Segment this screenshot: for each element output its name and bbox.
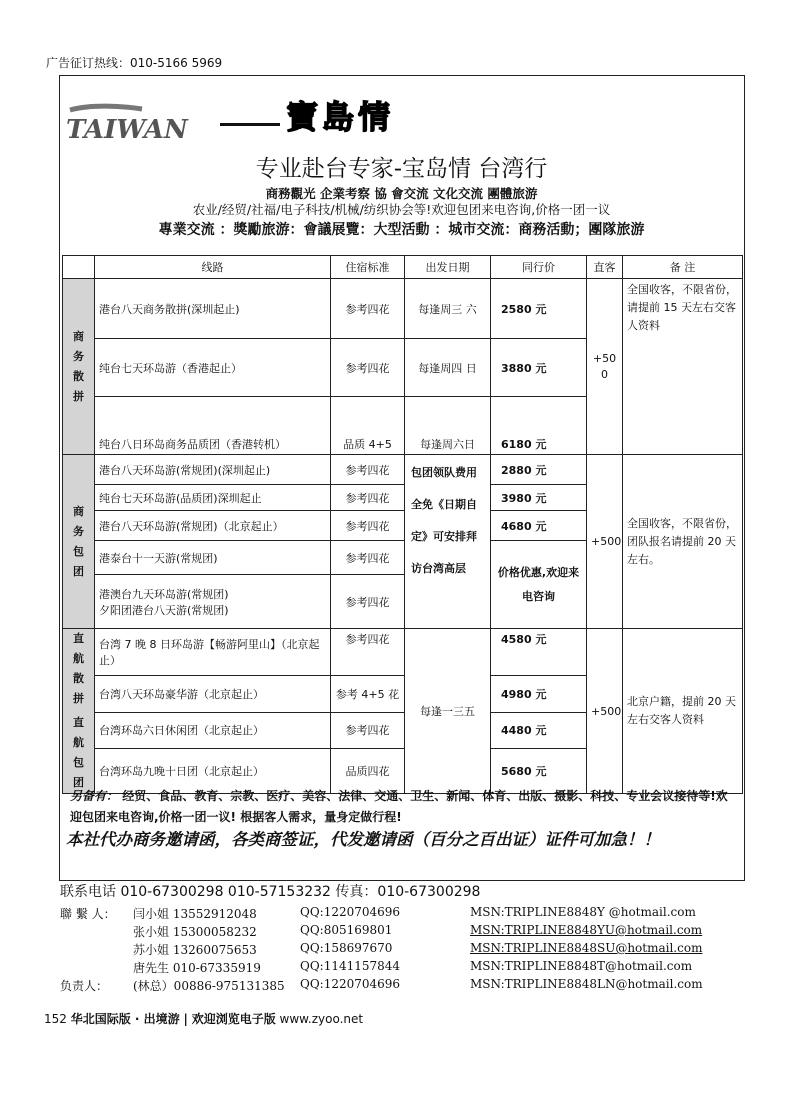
contact-msn: MSN:TRIPLINE8848Y @hotmail.com	[470, 905, 696, 919]
contact-msn: MSN:TRIPLINE8848YU@hotmail.com	[470, 923, 703, 937]
hotel: 参考四花	[331, 339, 405, 397]
route: 纯台八日环岛商务品质团（香港转机）	[95, 397, 331, 455]
contact-msn: MSN:TRIPLINE8848LN@hotmail.com	[470, 977, 703, 991]
direct-markup: +500	[587, 455, 623, 629]
footer-url: www.zyoo.net	[279, 1012, 364, 1026]
table-row	[63, 629, 743, 676]
route: 台湾环岛六日休闲团（北京起止）	[95, 712, 331, 749]
hotel: 参考四花	[331, 575, 405, 629]
route: 港台八天商务散拼(深圳起止)	[95, 279, 331, 339]
header-date: 出发日期	[405, 256, 491, 279]
hotel: 参考四花	[331, 279, 405, 339]
publication-name: 华北国际版 · 出境游	[70, 1012, 180, 1026]
contact-qq: QQ:1220704696	[300, 905, 401, 919]
contact-msn: MSN:TRIPLINE8848T@hotmail.com	[470, 959, 693, 973]
contact-name: 张小姐 15300058232	[133, 925, 257, 939]
category-business-package	[63, 455, 95, 629]
price: 3880 元	[491, 339, 587, 397]
direct-markup-label: +500	[592, 351, 617, 381]
contact-qq: QQ:158697670	[300, 941, 393, 955]
price: 4580 元	[491, 629, 587, 676]
price: 4680 元	[491, 511, 587, 541]
footer-slogan: 欢迎浏览电子版	[191, 1012, 276, 1026]
category-direct-flight	[63, 629, 95, 794]
contact-name: 唐先生 010-67335919	[133, 961, 261, 975]
hotel: 参考四花	[331, 485, 405, 511]
contact-name: (林总）00886-975131385	[133, 979, 285, 993]
price: 4980 元	[491, 675, 587, 712]
category-label: 直航散拼	[73, 632, 84, 705]
route: 纯台七天环岛游（香港起止）	[95, 339, 331, 397]
price: 3980 元	[491, 485, 587, 511]
category-label: 商务散拼	[73, 329, 84, 403]
tour-table	[62, 255, 743, 794]
route: 港台八天环岛游(常规团)(深圳起止)	[95, 455, 331, 485]
header-price: 同行价	[491, 256, 587, 279]
note: 全国收客，不限省份，请提前 15 天左右交客人资料	[623, 279, 743, 455]
extra-label: 另备有：	[70, 789, 119, 803]
subtitle-exchange: 專業交流 ：獎勵旅游：會議展覽：大型活動 ：城市交流：商務活動；團隊旅游	[158, 222, 645, 238]
table-header	[63, 256, 743, 279]
table-row	[63, 455, 743, 485]
table-row	[63, 279, 743, 339]
hotel: 参考四花	[331, 455, 405, 485]
hotel: 品质 4+5	[331, 397, 405, 455]
contact-name: 苏小姐 13260075653	[133, 943, 257, 957]
header-blank	[63, 256, 95, 279]
price: 6180 元	[491, 397, 587, 455]
contact-qq: QQ:1141157844	[300, 959, 401, 973]
extra-text: 经贸、食品、教育、宗教、医疗、美容、法律、交通、卫生、新闻、体育、出版、摄影、科技、专业会议接待等!欢迎包团来电咨询,价格一团一议! 根据客人需求，量身定做行程!	[70, 789, 728, 824]
date: 每逢周四 日	[405, 339, 491, 397]
price: 4480 元	[491, 712, 587, 749]
contact-name: 闫小姐 13552912048	[133, 907, 257, 921]
contact-qq: QQ:805169801	[300, 923, 393, 937]
note: 北京户籍，提前 20 天左右交客人资料	[623, 629, 743, 794]
contact-msn: MSN:TRIPLINE8848SU@hotmail.com	[470, 941, 703, 955]
favor-note: 价格优惠,欢迎来电咨询	[491, 541, 587, 629]
contact-label: 负责人：	[60, 979, 109, 993]
headline: 专业赴台专家-宝岛情 台湾行	[255, 156, 548, 182]
category-label: 商务包团	[73, 504, 84, 578]
page-footer	[44, 1010, 363, 1027]
logo-text: TAIWAN	[66, 115, 188, 144]
package-note: 包团领队费用全免《日期自定》可安排拜访台湾高层	[405, 455, 491, 629]
hotel: 品质四花	[331, 749, 405, 794]
page-number: 152	[44, 1012, 67, 1026]
header-hotel: 住宿标准	[331, 256, 405, 279]
direct-markup: +500	[587, 629, 623, 794]
hotel: 参考四花	[331, 712, 405, 749]
route: 港泰台十一天游(常规团)	[95, 541, 331, 575]
route: 台湾八天环岛豪华游（北京起止）	[95, 675, 331, 712]
hotel: 参考四花	[331, 511, 405, 541]
header-route: 线路	[95, 256, 331, 279]
note: 全国收客，不限省份，团队报名请提前 20 天左右。	[623, 455, 743, 629]
invitation-note: 本社代办商务邀请函，各类商签证，代发邀请函（百分之百出证）证件可加急！！	[66, 830, 660, 849]
subtitle-services: 商務觀光 企業考察 協 會交流 文化交流 團體旅游	[265, 186, 538, 201]
footer-separator: |	[183, 1012, 188, 1026]
brand-title: 寶島情	[286, 98, 395, 136]
header-note: 备 注	[623, 256, 743, 279]
route: 纯台七天环岛游(品质团)深圳起止	[95, 485, 331, 511]
ad-hotline: 广告征订热线：010-5166 5969	[46, 56, 223, 70]
date: 每逢一三五	[405, 629, 491, 794]
date: 每逢周三 六	[405, 279, 491, 339]
hotel: 参考四花	[331, 629, 405, 676]
subtitle-sectors: 农业/经贸/社福/电子科技/机械/纺织协会等!欢迎包团来电咨询,价格一团一议	[192, 202, 611, 217]
taiwan-logo	[62, 100, 212, 144]
route: 港台八天环岛游(常规团)（北京起止）	[95, 511, 331, 541]
contact-phone: 联系电话 010-67300298 010-57153232 传真：010-67300298	[60, 884, 481, 900]
header-direct: 直客	[587, 256, 623, 279]
route: 港澳台九天环岛游(常规团) 夕阳团港台八天游(常规团)	[95, 575, 331, 629]
hotel: 参考 4+5 花	[331, 675, 405, 712]
logo-dash	[220, 123, 280, 126]
contact-label: 聯 繫 人：	[60, 907, 116, 921]
date: 每逢周六日	[405, 397, 491, 455]
direct-markup	[587, 279, 623, 455]
contact-qq: QQ:1220704696	[300, 977, 401, 991]
price: 5680 元	[491, 749, 587, 794]
category-label: 直航包团	[73, 716, 84, 789]
category-business-group	[63, 279, 95, 455]
route: 台湾 7 晚 8 日环岛游【畅游阿里山】（北京起止）	[95, 629, 331, 676]
hotel: 参考四花	[331, 541, 405, 575]
price: 2880 元	[491, 455, 587, 485]
price: 2580 元	[491, 279, 587, 339]
extra-services	[70, 786, 738, 828]
route: 台湾环岛九晚十日团（北京起止）	[95, 749, 331, 794]
